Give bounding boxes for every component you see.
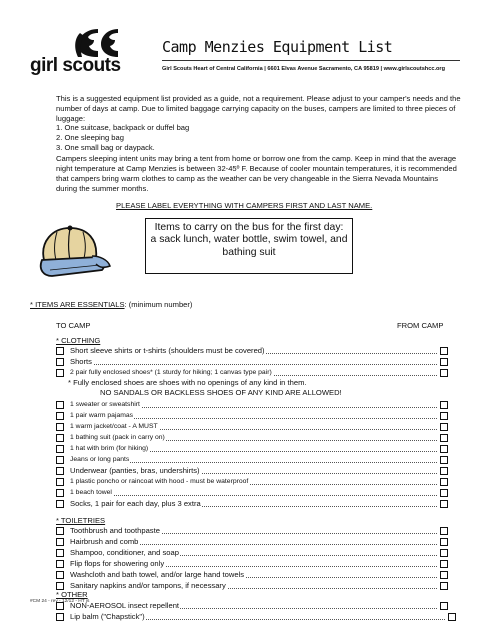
from-camp-checkbox[interactable]: [440, 549, 448, 557]
checklist-row: [56, 465, 448, 476]
from-camp-checkbox[interactable]: [440, 582, 448, 590]
leader-dots: [70, 364, 437, 365]
to-camp-checkbox[interactable]: [56, 478, 64, 486]
checklist-row: [56, 432, 448, 443]
to-camp-checkbox[interactable]: [56, 358, 64, 366]
section-heading-toiletries: * TOILETRIES: [56, 516, 106, 525]
item-label: Shampoo, conditioner, and soap: [70, 548, 179, 557]
item-label: Short sleeve shirts or t-shirts (shoulders must be covered): [70, 346, 265, 355]
from-camp-checkbox[interactable]: [440, 500, 448, 508]
essentials-label: * ITEMS ARE ESSENTIALS: [30, 300, 125, 309]
checklist-row: [56, 345, 448, 356]
from-camp-checkbox[interactable]: [440, 527, 448, 535]
item-label: 1 bathing suit (pack in carry on): [70, 434, 165, 441]
checklist-row: [56, 547, 448, 558]
to-camp-checkbox[interactable]: [56, 369, 64, 377]
page-title: Camp Menzies Equipment List: [162, 38, 393, 56]
sandals-warning: NO SANDALS OR BACKLESS SHOES OF ANY KIND ARE ALLOWED!: [100, 388, 342, 397]
item-label: Flip flops for showering only: [70, 559, 165, 568]
checklist-row: [56, 611, 456, 622]
column-header-to-camp: TO CAMP: [56, 321, 91, 330]
intro-paragraph: This is a suggested equipment list provided as a guide, not a requirement. Please adjust to your camper's needs and the number of days at camp. Due to limited baggage carrying capacity on the buses, campers are limited to three pieces of luggage:: [56, 94, 461, 123]
from-camp-checkbox[interactable]: [440, 467, 448, 475]
item-label: Toothbrush and toothpaste: [70, 526, 160, 535]
luggage-item: 1. One suitcase, backpack or duffel bag: [56, 123, 190, 132]
from-camp-checkbox[interactable]: [440, 602, 448, 610]
checklist-row: [56, 454, 448, 465]
item-label: Lip balm ("Chapstick"): [70, 612, 145, 621]
luggage-item: 3. One small bag or daypack.: [56, 143, 155, 152]
item-label: Shorts: [70, 357, 92, 366]
from-camp-checkbox[interactable]: [440, 489, 448, 497]
baseball-cap-icon: [30, 220, 115, 290]
org-address-line: Girl Scouts Heart of Central California | 6601 Elvas Avenue Sacramento, CA 95819 | www.girlscoutshcc.org: [162, 66, 446, 72]
from-camp-checkbox[interactable]: [440, 560, 448, 568]
to-camp-checkbox[interactable]: [56, 401, 64, 409]
girl-scouts-logo: [30, 33, 130, 83]
from-camp-checkbox[interactable]: [440, 358, 448, 366]
luggage-item: 2. One sleeping bag: [56, 133, 124, 142]
checklist-row: [56, 443, 448, 454]
checklist-row: [56, 410, 448, 421]
to-camp-checkbox[interactable]: [56, 582, 64, 590]
to-camp-checkbox[interactable]: [56, 456, 64, 464]
title-divider: [162, 60, 460, 61]
item-label: 1 plastic poncho or raincoat with hood - must be waterproof: [70, 478, 249, 485]
essentials-legend: [30, 300, 192, 309]
to-camp-checkbox[interactable]: [56, 347, 64, 355]
item-label: 1 pair warm pajamas: [70, 412, 134, 419]
item-label: 1 warm jacket/coat - A MUST: [70, 423, 158, 430]
from-camp-checkbox[interactable]: [440, 478, 448, 486]
to-camp-checkbox[interactable]: [56, 489, 64, 497]
from-camp-checkbox[interactable]: [440, 412, 448, 420]
item-label: Jeans or long pants: [70, 456, 130, 463]
from-camp-checkbox[interactable]: [440, 445, 448, 453]
item-label: 2 pair fully enclosed shoes* (1 sturdy for hiking; 1 canvas type pair): [70, 369, 272, 376]
checklist-row: [56, 569, 448, 580]
callout-line: a sack lunch, water bottle, swim towel, and: [150, 234, 348, 246]
section-heading-other: * OTHER: [56, 590, 88, 599]
item-label: Socks, 1 pair for each day, plus 3 extra: [70, 499, 201, 508]
from-camp-checkbox[interactable]: [448, 613, 456, 621]
checklist-row: [56, 367, 448, 378]
to-camp-checkbox[interactable]: [56, 571, 64, 579]
bus-items-callout: [145, 218, 353, 274]
tent-paragraph: Campers sleeping intent units may bring a tent from home or borrow one from the camp. Keep in mind that the average night temperature at Camp Menzies is between 32-45º F. Because of cooler mountain temperatures, it is recommended that campers bring warm clothes to camp as the weather can be very changeable in the Sierra Nevada Mountains during the summer months.: [56, 154, 457, 193]
item-label: Washcloth and bath towel, and/or large hand towels: [70, 570, 245, 579]
form-code-footer: #CM 24 - rev - 12/12 - HT js: [30, 599, 90, 604]
shoes-note: * Fully enclosed shoes are shoes with no openings of any kind in them.: [68, 378, 307, 387]
to-camp-checkbox[interactable]: [56, 412, 64, 420]
checklist-row: [56, 580, 448, 591]
item-label: 1 beach towel: [70, 489, 112, 496]
item-label: NON-AEROSOL insect repellent: [70, 601, 180, 610]
checklist-row: [56, 476, 448, 487]
to-camp-checkbox[interactable]: [56, 467, 64, 475]
item-label: Underwear (panties, bras, undershirts): [70, 466, 200, 475]
to-camp-checkbox[interactable]: [56, 423, 64, 431]
column-header-from-camp: FROM CAMP: [397, 321, 444, 330]
checklist-row: [56, 487, 448, 498]
checklist-row: [56, 421, 448, 432]
from-camp-checkbox[interactable]: [440, 423, 448, 431]
item-label: Sanitary napkins and/or tampons, if necessary: [70, 581, 226, 590]
to-camp-checkbox[interactable]: [56, 538, 64, 546]
checklist-row: [56, 399, 448, 410]
callout-line: bathing suit: [222, 246, 276, 258]
item-label: 1 hat with brim (for hiking): [70, 445, 149, 452]
from-camp-checkbox[interactable]: [440, 456, 448, 464]
to-camp-checkbox[interactable]: [56, 560, 64, 568]
to-camp-checkbox[interactable]: [56, 527, 64, 535]
leader-dots: [70, 495, 437, 496]
section-heading-clothing: * CLOTHING: [56, 336, 101, 345]
to-camp-checkbox[interactable]: [56, 613, 64, 621]
trefoil-profiles-icon: [68, 27, 168, 57]
to-camp-checkbox[interactable]: [56, 500, 64, 508]
to-camp-checkbox[interactable]: [56, 445, 64, 453]
from-camp-checkbox[interactable]: [440, 434, 448, 442]
essentials-suffix: : (minimum number): [124, 300, 193, 309]
item-label: Hairbrush and comb: [70, 537, 139, 546]
checklist-row: [56, 600, 448, 611]
to-camp-checkbox[interactable]: [56, 434, 64, 442]
checklist-row: [56, 536, 448, 547]
from-camp-checkbox[interactable]: [440, 369, 448, 377]
to-camp-checkbox[interactable]: [56, 549, 64, 557]
from-camp-checkbox[interactable]: [440, 347, 448, 355]
checklist-row: [56, 498, 448, 509]
logo-wordmark: girl scouts: [30, 55, 121, 76]
label-notice: PLEASE LABEL EVERYTHING WITH CAMPERS FIRST AND LAST NAME.: [116, 201, 373, 210]
from-camp-checkbox[interactable]: [440, 571, 448, 579]
item-label: 1 sweater or sweatshirt: [70, 401, 140, 408]
from-camp-checkbox[interactable]: [440, 401, 448, 409]
checklist-row: [56, 525, 448, 536]
callout-line: Items to carry on the bus for the first day:: [154, 222, 344, 233]
checklist-row: [56, 558, 448, 569]
from-camp-checkbox[interactable]: [440, 538, 448, 546]
checklist-row: [56, 356, 448, 367]
